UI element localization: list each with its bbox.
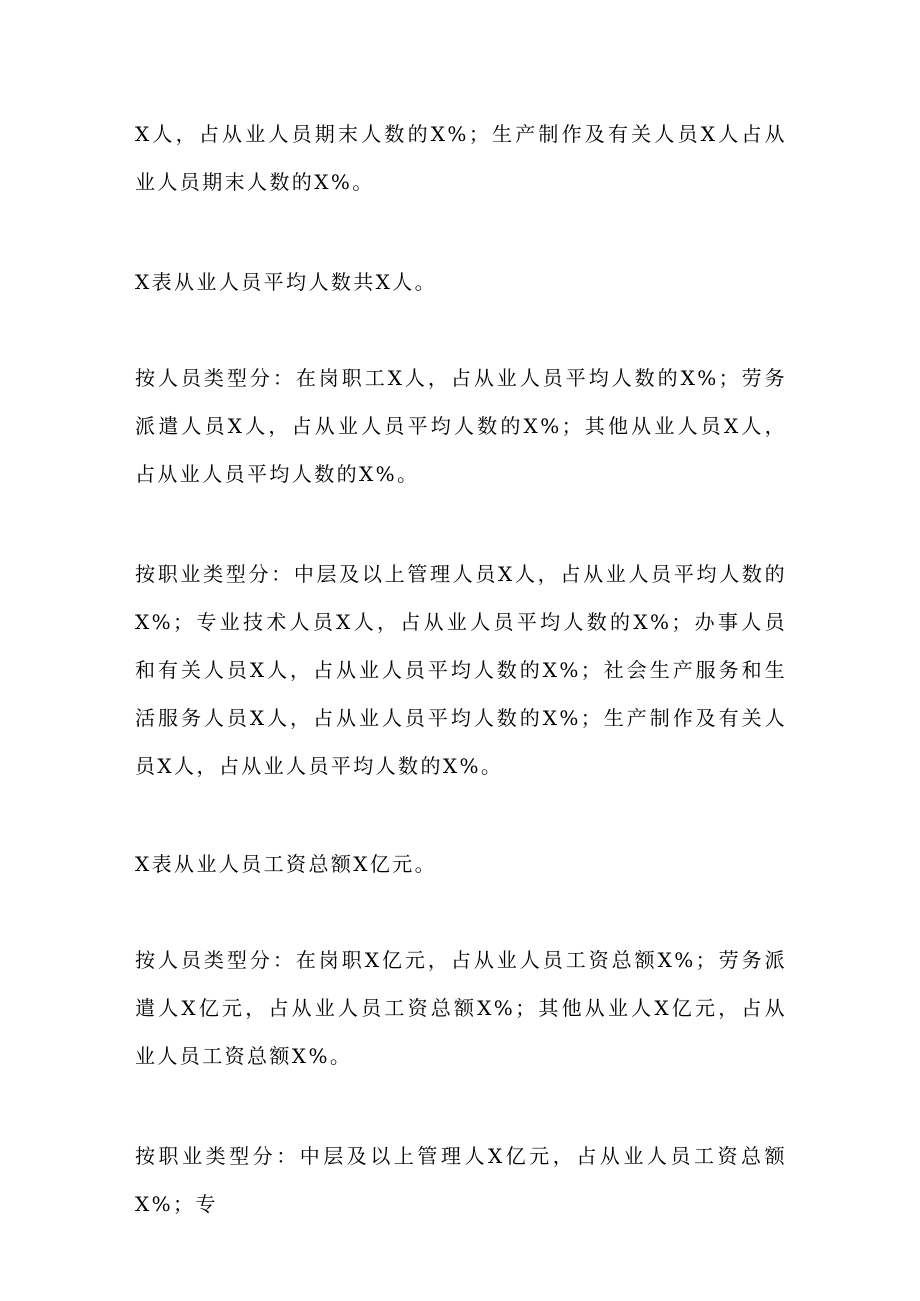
paragraph-employees-by-occupation-end: X人，占从业人员期末人数的X%；生产制作及有关人员X人占从业人员期末人数的X%。 xyxy=(135,122,787,194)
paragraph-wages-by-occupation-type: 按职业类型分：中层及以上管理人X亿元，占从业人员工资总额X%；专 xyxy=(135,1144,787,1216)
paragraph-average-by-personnel-type: 按人员类型分：在岗职工X人，占从业人员平均人数的X%；劳务派遣人员X人，占从业人员平均人数的X%；其他从业人员X人，占从业人员平均人数的X%。 xyxy=(135,366,787,486)
paragraph-total-wages: X表从业人员工资总额X亿元。 xyxy=(135,852,438,876)
paragraph-wages-by-personnel-type: 按人员类型分：在岗职X亿元，占从业人员工资总额X%；劳务派遣人X亿元，占从业人员工资总额X%；其他从业人X亿元，占从业人员工资总额X%。 xyxy=(135,948,787,1068)
paragraph-average-by-occupation-type: 按职业类型分：中层及以上管理人员X人，占从业人员平均人数的X%；专业技术人员X人，占从业人员平均人数的X%；办事人员和有关人员X人，占从业人员平均人数的X%；社会生产服务和生活服务人员X人，占从业人员平均人数的X%；生产制作及有关人员X人，占从业人员平均人数的X%。 xyxy=(135,562,787,778)
paragraph-average-employees: X表从业人员平均人数共X人。 xyxy=(135,270,438,294)
